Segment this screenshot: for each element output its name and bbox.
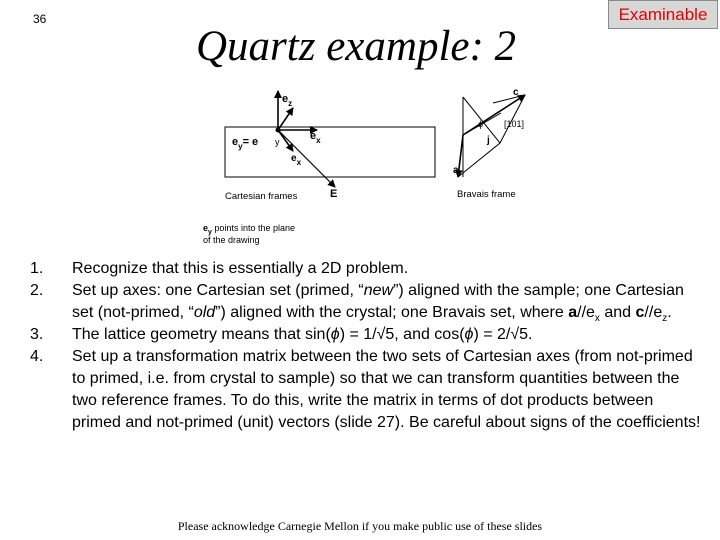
- y-label: y: [275, 137, 280, 147]
- ex-prime-label: $e_x$: [310, 130, 321, 145]
- 101-label: [101]: [504, 119, 525, 129]
- list-item: [30, 280, 702, 324]
- axes-diagram: [195, 85, 535, 250]
- cartesian-caption: Cartesian frames: [225, 191, 298, 202]
- e-label: E: [330, 188, 338, 200]
- ey-note-line2: of the drawing: [203, 235, 260, 245]
- phi-label: ϕ: [478, 119, 484, 129]
- sample-rectangle: [225, 127, 435, 177]
- a-vector: [458, 135, 463, 177]
- c-label: c: [513, 87, 519, 98]
- c-vector: [463, 95, 525, 135]
- bravais-caption: Bravais frame: [457, 189, 516, 200]
- bravais-outline: [458, 97, 500, 177]
- list-number: 2.: [30, 282, 44, 299]
- list-text: The lattice geometry means that sin(ϕ) = 1/√5, and cos(ϕ) = 2/√5.: [72, 326, 533, 343]
- list-text: Set up axes: one Cartesian set (primed, “new”) aligned with the sample; one Cartesian set (not-primed, “old”) aligned with the crystal; one Bravais set, where $a//e_x$ and $c//e_z$.: [72, 282, 684, 325]
- list-text: Recognize that this is essentially a 2D problem.: [72, 260, 409, 277]
- list-number: 3.: [30, 326, 44, 343]
- slide-number: 36: [33, 12, 47, 26]
- ez-label: $e_z$: [282, 93, 293, 108]
- list-item: [30, 324, 702, 346]
- footer-note: Please acknowledge Carnegie Mellon if you make public use of these slides: [177, 519, 543, 533]
- e-vector: [278, 130, 335, 187]
- j-label: j: [487, 135, 490, 146]
- ex-label: $e_x$: [291, 153, 302, 167]
- ex-vector: [278, 130, 293, 151]
- ey-note-line1: $e_y$ points into the plane: [203, 223, 295, 236]
- list-number: 4.: [30, 348, 44, 365]
- list-item: [30, 346, 702, 434]
- axes-diagram-svg: [195, 85, 535, 250]
- steps-list: [30, 258, 702, 434]
- list-text: Set up a transformation matrix between the two sets of Cartesian axes (from not-primed to primed, i.e. from crystal to sample) so that we can transform quantities between the two reference frames. To do this, write the matrix in terms of dot products between primed and not-primed (unit) vectors (slide 27). Be careful about signs of the coefficients!: [72, 348, 701, 431]
- list-number: 1.: [30, 260, 44, 277]
- ey-prime-label: $e_y= e$: [232, 136, 259, 151]
- a-label: a: [453, 165, 459, 176]
- page-title: Quartz example: 2: [196, 23, 517, 70]
- status-badge: Examinable: [608, 0, 718, 29]
- list-item: [30, 258, 702, 280]
